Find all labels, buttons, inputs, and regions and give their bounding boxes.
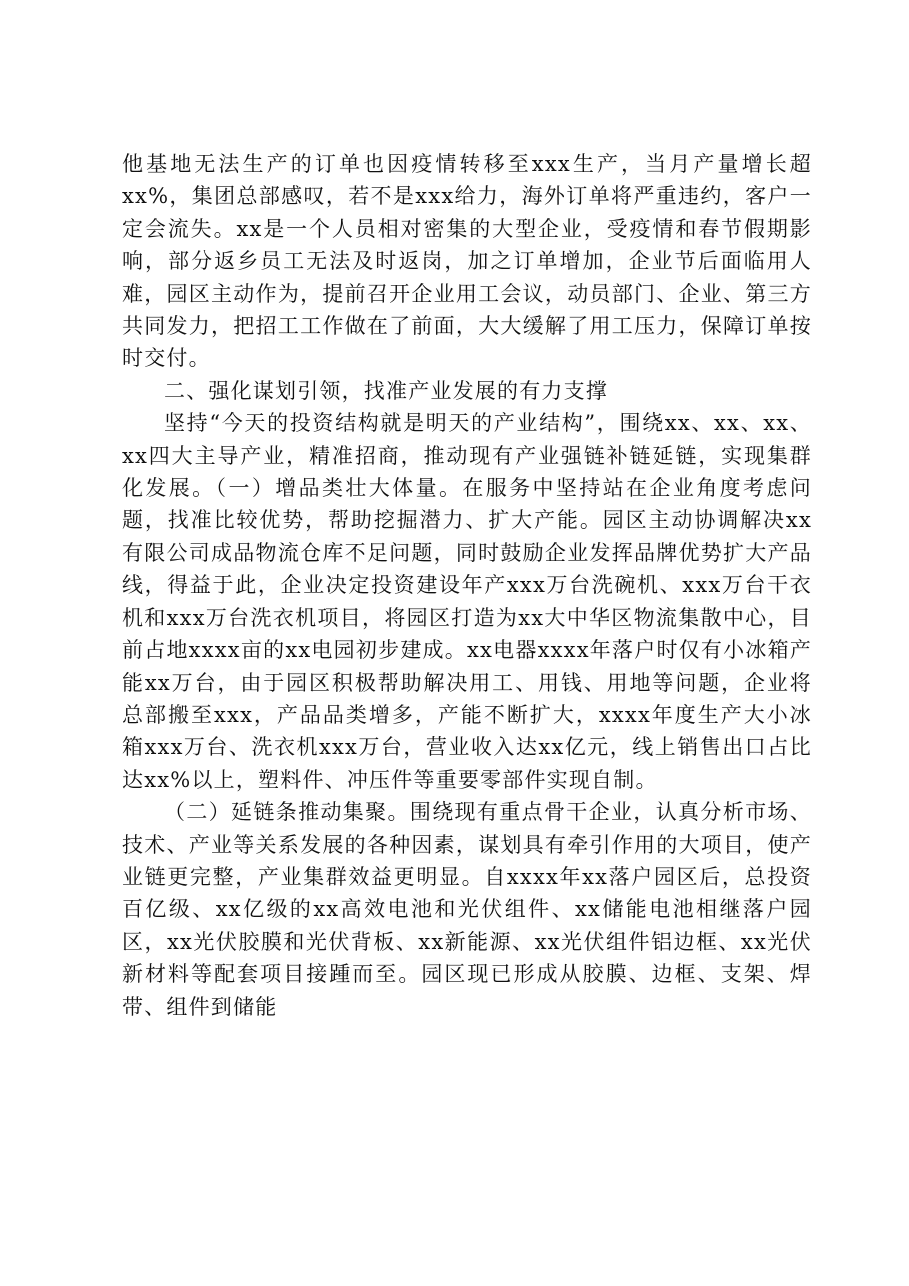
section-heading: 二、强化谋划引领，找准产业发展的有力支撑: [164, 378, 608, 403]
paragraph-extend-chain: （二）延链条推动集聚。围绕现有重点骨干企业，认真分析市场、技术、产业等关系发展的各种因素，谋划具有牵引作用的大项目，使产业链更完整，产业集群效益更明显。自xxxx年xx落户园区后，总投资百亿级、xx亿级的xx高效电池和光伏组件、xx储能电池相继落户园区，xx光伏胶膜和光伏背板、xx新能源、xx光伏组件铝边框、xx光伏新材料等配套项目接踵而至。园区现已形成从胶膜、边框、支架、焊带、组件到储能: [122, 800, 812, 1019]
paragraph-investment-structure: 坚持“今天的投资结构就是明天的产业结构”，围绕xx、xx、xx、xx四大主导产业，精准招商，推动现有产业强链补链延链，实现集群化发展。（一）增品类壮大体量。在服务中坚持站在企业角度考虑问题，找准比较优势，帮助挖掘潜力、扩大产能。园区主动协调解决xx有限公司成品物流仓库不足问题，同时鼓励企业发挥品牌优势扩大产品线，得益于此，企业决定投资建设年产xxx万台洗碗机、xxx万台干衣机和xxx万台洗衣机项目，将园区打造为xx大中华区物流集散中心，目前占地xxxx亩的xx电园初步建成。xx电器xxxx年落户时仅有小冰箱产能xx万台，由于园区积极帮助解决用工、用钱、用地等问题，企业将总部搬至xxx，产品品类增多，产能不断扩大，xxxx年度生产大小冰箱xxx万台、洗衣机xxx万台，营业收入达xx亿元，线上销售出口占比达xx%以上，塑料件、冲压件等重要零部件实现自制。: [122, 411, 812, 792]
document-body: [122, 148, 812, 1023]
paragraph-continuation: 他基地无法生产的订单也因疫情转移至xxx生产，当月产量增长超xx%，集团总部感叹，若不是xxx给力，海外订单将严重违约，客户一定会流失。xx是一个人员相对密集的大型企业，受疫情和春节假期影响，部分返乡员工无法及时返岗，加之订单增加，企业节后面临用人难，园区主动作为，提前召开企业用工会议，动员部门、企业、第三方共同发力，把招工工作做在了前面，大大缓解了用工压力，保障订单按时交付。: [122, 152, 812, 371]
